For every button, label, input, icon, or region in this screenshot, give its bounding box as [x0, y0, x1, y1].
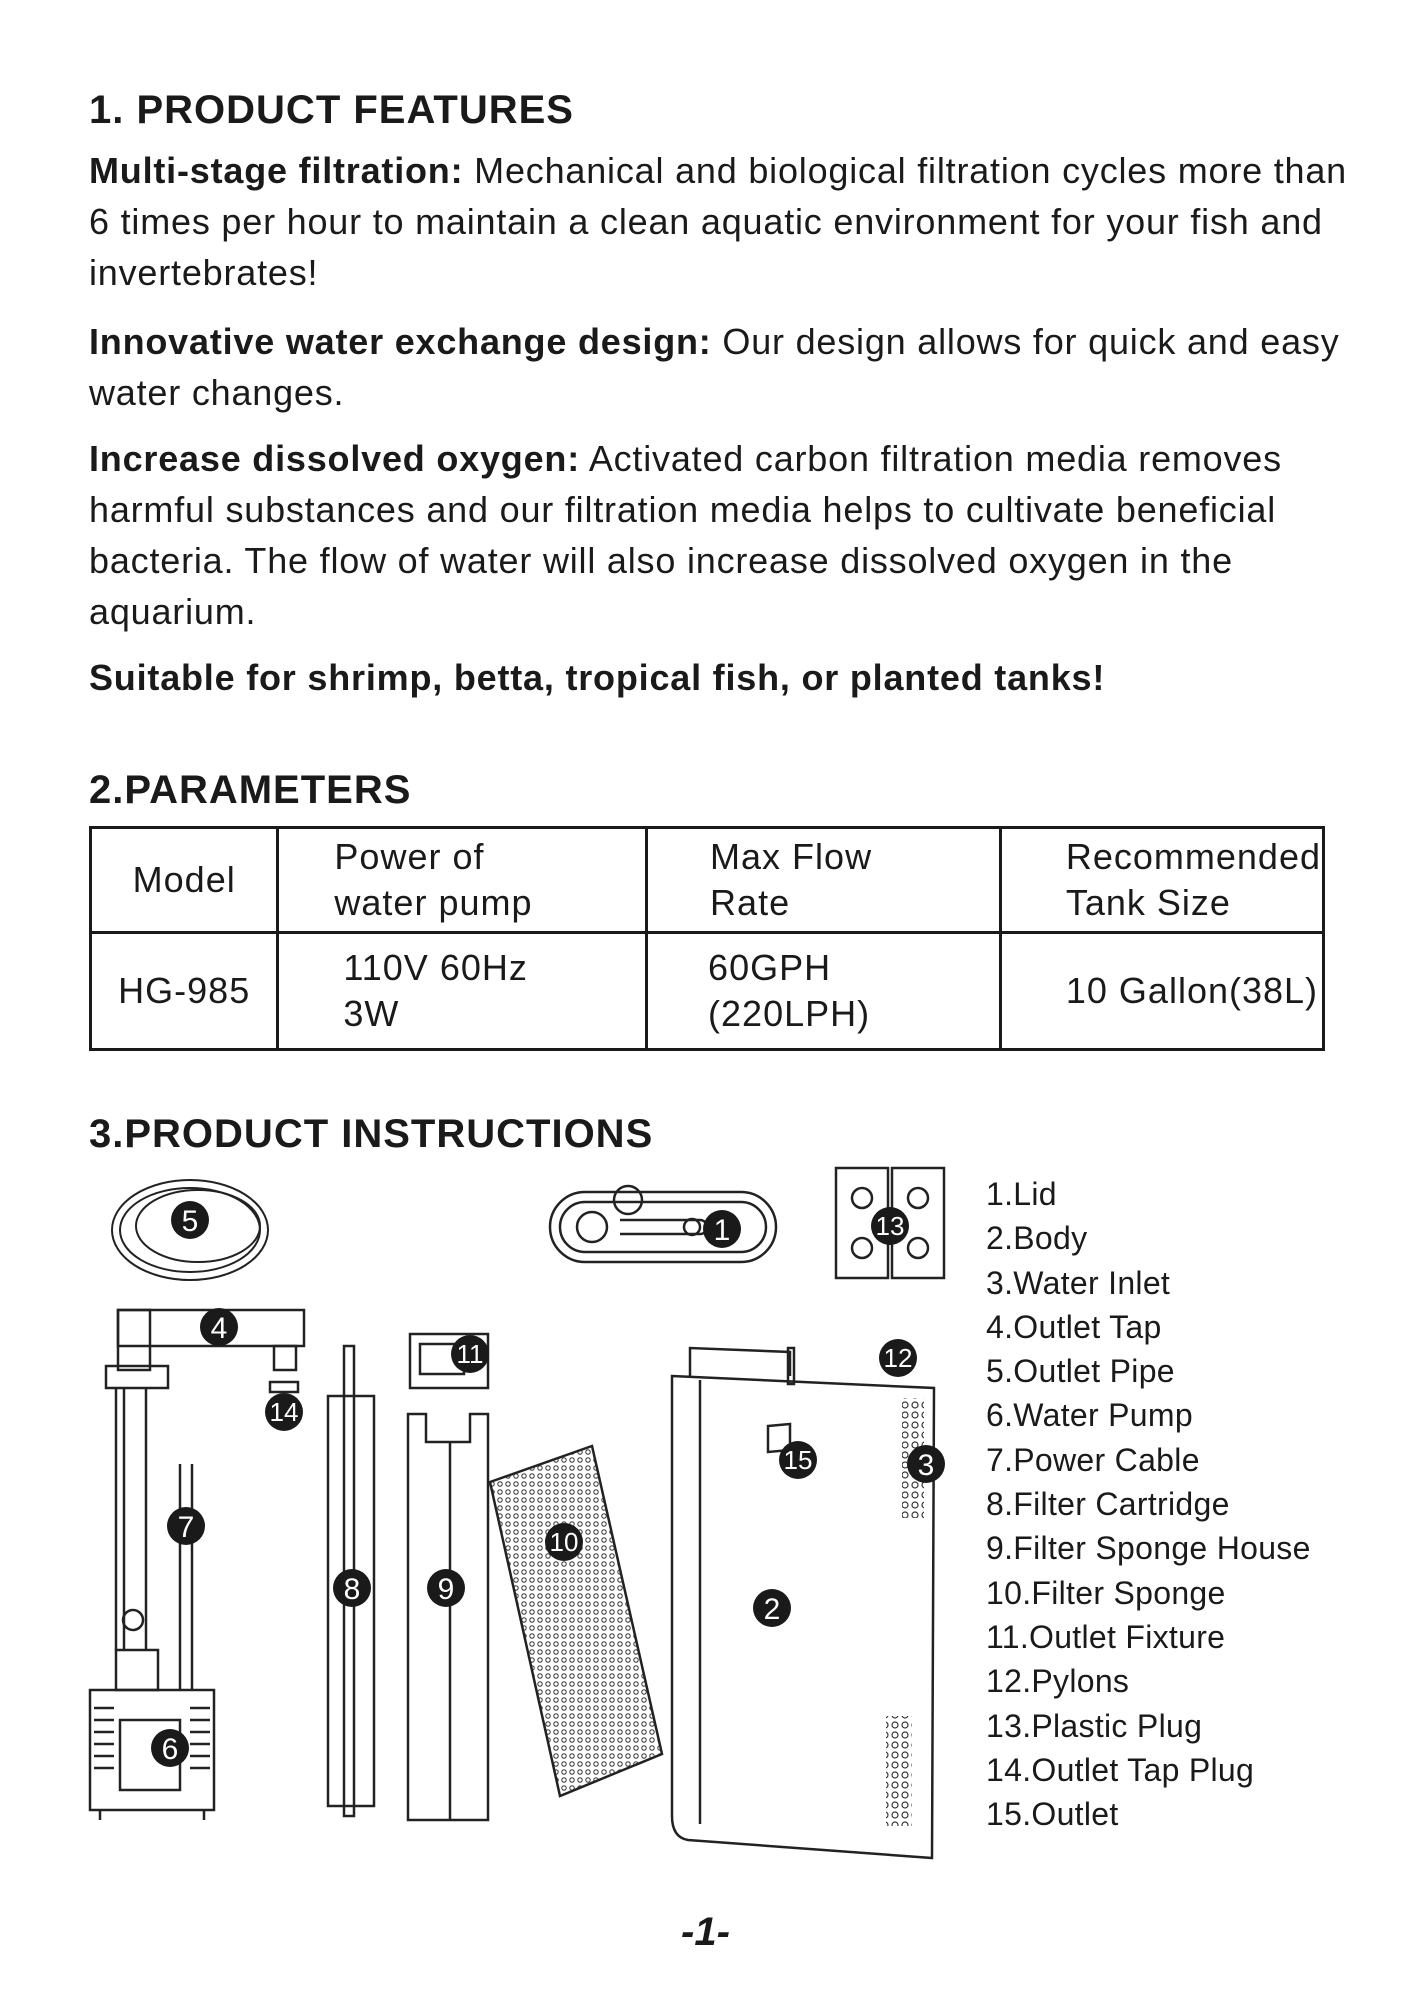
- svg-text:11: 11: [456, 1339, 484, 1369]
- suitable-statement: Suitable for shrimp, betta, tropical fish, or planted tanks!: [89, 657, 1106, 698]
- section-title-parameters: 2.PARAMETERS: [89, 768, 412, 812]
- callout-14: [265, 1393, 303, 1431]
- sponge-house-drawing: [408, 1414, 488, 1820]
- cell-model: HG-985: [91, 933, 278, 1050]
- feature-multi-stage: [89, 145, 1349, 298]
- svg-text:9: 9: [437, 1573, 455, 1606]
- legend-item: 6.Water Pump: [986, 1397, 1193, 1434]
- legend-item: 12.Pylons: [986, 1663, 1130, 1700]
- legend-item: 1.Lid: [986, 1176, 1057, 1212]
- svg-text:14: 14: [269, 1397, 299, 1427]
- legend-item: 9.Filter Sponge House: [986, 1530, 1311, 1567]
- parameters-table: [89, 826, 1325, 1051]
- feature-water-exchange: [89, 316, 1349, 418]
- callout-7: [167, 1507, 205, 1545]
- lid-drawing: [550, 1186, 776, 1262]
- legend-item: 14.Outlet Tap Plug: [986, 1751, 1255, 1788]
- feature-label: Increase dissolved oxygen:: [89, 438, 580, 479]
- svg-text:6: 6: [161, 1733, 179, 1766]
- cell-tank: 10 Gallon(38L): [1000, 933, 1323, 1050]
- legend-item: 13.Plastic Plug: [986, 1707, 1203, 1744]
- legend-item: 2.Body: [986, 1220, 1088, 1257]
- legend-item: 10.Filter Sponge: [986, 1574, 1226, 1611]
- filter-sponge-drawing: [490, 1446, 662, 1796]
- pump-assembly-drawing: [90, 1310, 304, 1820]
- svg-text:7: 7: [177, 1511, 195, 1544]
- exploded-diagram: [80, 1160, 960, 1880]
- svg-text:13: 13: [875, 1211, 905, 1241]
- callout-12: [879, 1339, 917, 1377]
- callout-6: [151, 1729, 189, 1767]
- feature-label: Innovative water exchange design:: [89, 321, 712, 362]
- callout-9: [427, 1569, 465, 1607]
- svg-text:10: 10: [549, 1527, 579, 1557]
- cell-power: 110V 60Hz 3W: [278, 933, 647, 1050]
- filter-body-drawing: [672, 1348, 934, 1858]
- svg-text:5: 5: [181, 1205, 199, 1238]
- section-title-instructions: 3.PRODUCT INSTRUCTIONS: [89, 1112, 654, 1156]
- callout-4: [200, 1308, 238, 1346]
- section-title-features: 1. PRODUCT FEATURES: [89, 88, 574, 132]
- callout-10: [545, 1523, 583, 1561]
- legend-item: 7.Power Cable: [986, 1441, 1200, 1478]
- callout-2: [753, 1589, 791, 1627]
- cell-flow: 60GPH (220LPH): [647, 933, 1001, 1050]
- svg-text:8: 8: [343, 1573, 361, 1606]
- callout-1: [703, 1210, 741, 1248]
- header-flow: Max Flow Rate: [647, 828, 1001, 933]
- header-model: Model: [91, 828, 278, 933]
- table-header-row: [91, 828, 1324, 933]
- callout-5: [171, 1201, 209, 1239]
- legend-item: 4.Outlet Tap: [986, 1308, 1162, 1345]
- callout-3: [907, 1445, 945, 1483]
- svg-text:15: 15: [783, 1445, 813, 1475]
- callout-11: [451, 1335, 489, 1373]
- feature-text: Our design allows for quick and easy water changes.: [89, 321, 1340, 413]
- callout-13: [871, 1207, 909, 1245]
- legend-item: 3.Water Inlet: [986, 1264, 1171, 1301]
- page-number: -1-: [681, 1910, 730, 1954]
- svg-text:12: 12: [883, 1343, 913, 1373]
- table-row: [91, 933, 1324, 1050]
- legend-item: 5.Outlet Pipe: [986, 1353, 1175, 1390]
- header-tank: Recommended Tank Size: [1000, 828, 1323, 933]
- feature-text: Activated carbon filtration media removes harmful substances and our filtration media helps to cultivate beneficial bacteria. The flow of water will also increase dissolved oxygen in the aquarium.: [89, 438, 1282, 632]
- feature-text: Mechanical and biological filtration cycles more than 6 times per hour to maintain a clean aquatic environment for your fish and invertebrates!: [89, 150, 1348, 293]
- feature-dissolved-oxygen: [89, 433, 1349, 637]
- parts-legend: [986, 1172, 1311, 1836]
- svg-text:1: 1: [713, 1214, 731, 1247]
- svg-text:3: 3: [917, 1449, 935, 1482]
- legend-item: 11.Outlet Fixture: [986, 1618, 1226, 1655]
- callout-8: [333, 1569, 371, 1607]
- svg-text:2: 2: [763, 1593, 781, 1626]
- callout-15: [779, 1441, 817, 1479]
- legend-item: 15.Outlet: [986, 1796, 1119, 1833]
- feature-label: Multi-stage filtration:: [89, 150, 464, 191]
- legend-item: 8.Filter Cartridge: [986, 1486, 1230, 1523]
- header-power: Power of water pump: [278, 828, 647, 933]
- svg-text:4: 4: [210, 1312, 228, 1345]
